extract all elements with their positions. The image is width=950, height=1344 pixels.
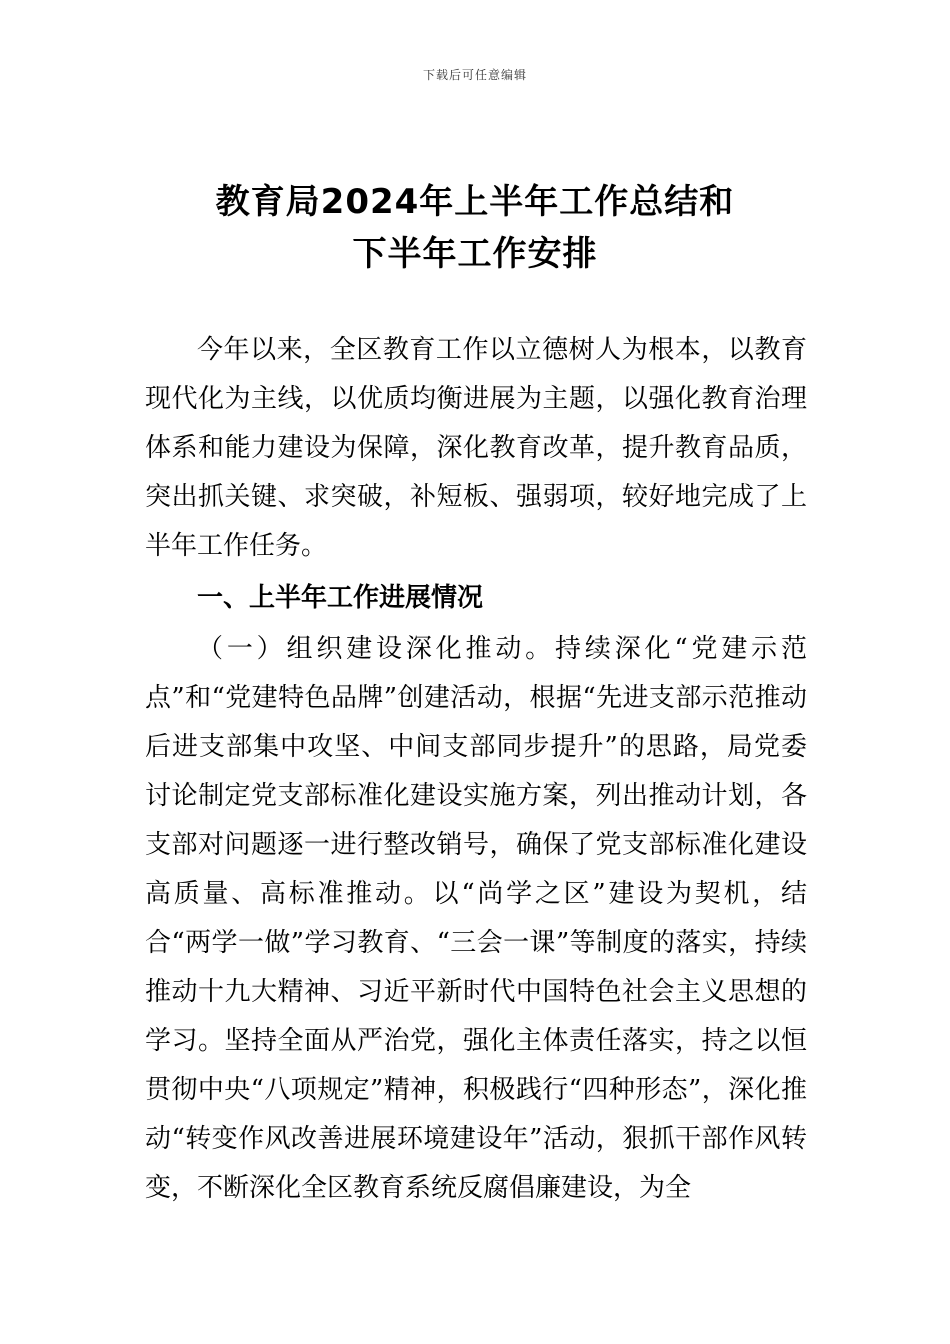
intro-paragraph: 今年以来，全区教育工作以立德树人为根本，以教育现代化为主线，以优质均衡进展为主题，以强化教育治理体系和能力建设为保障，深化教育改革，提升教育品质，突出抓关键、求突破，补短板、强弱项，较好地完成了上半年工作任务。 — [145, 335, 807, 561]
title-line-1: 教育局2024年上半年工作总结和 — [215, 182, 735, 222]
title-line-2: 下半年工作安排 — [352, 234, 598, 274]
header-note: 下载后可任意编辑 — [422, 68, 527, 82]
section-heading: 一、上半年工作进展情况 — [197, 583, 484, 613]
section-paragraph: （一）组织建设深化推动。持续深化“党建示范点”和“党建特色品牌”创建活动，根据“先进支部示范推动后进支部集中攻坚、中间支部同步提升”的思路，局党委讨论制定党支部标准化建设实施方案，列出推动计划，各支部对问题逐一进行整改销号，确保了党支部标准化建设高质量、高标准推动。以“尚学之区”建设为契机，结合“两学一做”学习教育、“三会一课”等制度的落实，持续推动十九大精神、习近平新时代中国特色社会主义思想的学习。坚持全面从严治党，强化主体责任落实，持之以恒贯彻中央“八项规定”精神，积极践行“四种形态”，深化推动“转变作风改善进展环境建设年”活动，狠抓干部作风转变，不断深化全区教育系统反腐倡廉建设，为全 — [145, 634, 807, 1203]
document-title — [0, 176, 950, 280]
document-body — [145, 326, 807, 1213]
